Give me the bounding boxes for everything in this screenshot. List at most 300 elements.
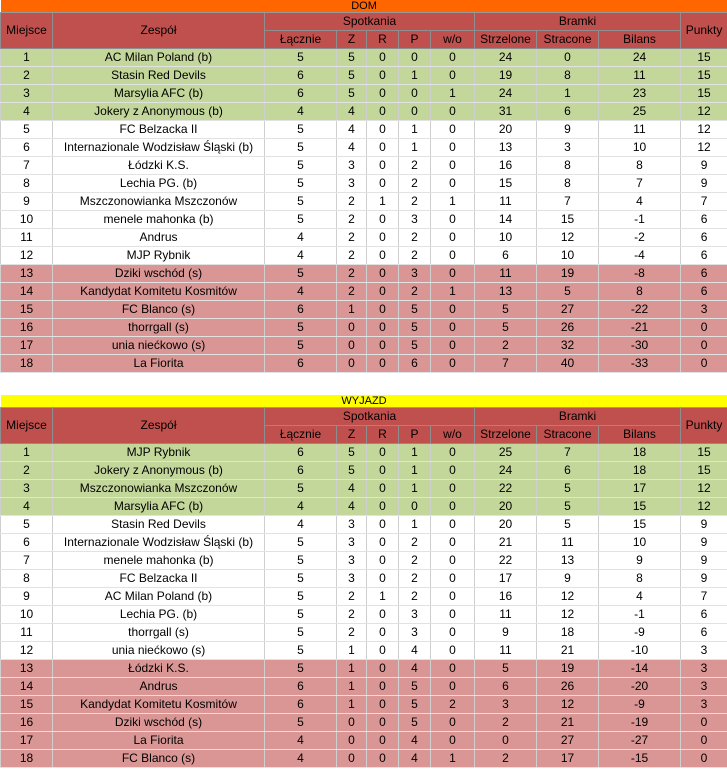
team-cell: AC Milan Poland (b) (53, 49, 265, 67)
goals-for-cell: 17 (475, 570, 537, 588)
walkover-cell: 0 (431, 444, 475, 462)
goal-diff-cell: 15 (599, 516, 681, 534)
table-row (1, 265, 727, 283)
goals-for-cell: 19 (475, 67, 537, 85)
goals-for-cell: 14 (475, 211, 537, 229)
table-title-row (1, 0, 727, 13)
wins-cell: 0 (337, 337, 367, 355)
team-cell: MJP Rybnik (53, 247, 265, 265)
points-cell: 7 (681, 193, 727, 211)
played-cell: 4 (265, 103, 337, 121)
team-cell: Dziki wschód (s) (53, 714, 265, 732)
goal-diff-cell: 9 (599, 552, 681, 570)
team-cell: Marsylia AFC (b) (53, 85, 265, 103)
goals-for-cell: 15 (475, 175, 537, 193)
played-cell: 5 (265, 193, 337, 211)
wins-cell: 5 (337, 49, 367, 67)
goals-for-cell: 22 (475, 480, 537, 498)
goals-against-cell: 27 (537, 301, 599, 319)
losses-cell: 5 (399, 678, 431, 696)
points-cell: 6 (681, 606, 727, 624)
walkover-cell: 1 (431, 283, 475, 301)
walkover-cell: 0 (431, 337, 475, 355)
wins-cell: 2 (337, 265, 367, 283)
table-row (1, 606, 727, 624)
wins-cell: 2 (337, 193, 367, 211)
points-cell: 9 (681, 175, 727, 193)
team-cell: unia niećkowo (s) (53, 337, 265, 355)
header-row-top (1, 408, 727, 426)
goal-diff-cell: 11 (599, 67, 681, 85)
wins-cell: 0 (337, 732, 367, 750)
position-cell: 4 (1, 498, 53, 516)
table-row (1, 49, 727, 67)
losses-cell: 2 (399, 229, 431, 247)
walkover-cell: 0 (431, 624, 475, 642)
walkover-cell: 0 (431, 678, 475, 696)
wins-cell: 5 (337, 444, 367, 462)
goal-diff-cell: -15 (599, 750, 681, 768)
draws-cell: 0 (367, 229, 399, 247)
walkover-cell: 0 (431, 355, 475, 373)
goals-for-cell: 3 (475, 696, 537, 714)
table-row (1, 624, 727, 642)
losses-cell: 2 (399, 193, 431, 211)
goals-for-cell: 2 (475, 750, 537, 768)
team-cell: Mszczonowianka Mszczonów (53, 480, 265, 498)
losses-cell: 0 (399, 498, 431, 516)
table-row (1, 319, 727, 337)
wins-cell: 0 (337, 319, 367, 337)
goals-against-cell: 19 (537, 660, 599, 678)
team-cell: Jokery z Anonymous (b) (53, 462, 265, 480)
played-cell: 4 (265, 229, 337, 247)
goals-for-cell: 13 (475, 283, 537, 301)
points-cell: 0 (681, 337, 727, 355)
draws-cell: 0 (367, 714, 399, 732)
goal-diff-cell: 4 (599, 193, 681, 211)
draws-cell: 0 (367, 67, 399, 85)
losses-cell: 2 (399, 175, 431, 193)
losses-cell: 2 (399, 247, 431, 265)
goals-against-cell: 26 (537, 678, 599, 696)
played-cell: 4 (265, 247, 337, 265)
points-cell: 9 (681, 534, 727, 552)
draws-cell: 0 (367, 121, 399, 139)
goals-for-cell: 11 (475, 642, 537, 660)
points-cell: 0 (681, 714, 727, 732)
goal-diff-cell: 8 (599, 283, 681, 301)
goal-diff-cell: 8 (599, 157, 681, 175)
position-cell: 14 (1, 283, 53, 301)
points-cell: 0 (681, 355, 727, 373)
losses-cell: 1 (399, 480, 431, 498)
goal-diff-cell: 4 (599, 588, 681, 606)
walkover-cell: 0 (431, 265, 475, 283)
team-cell: menele mahonka (b) (53, 552, 265, 570)
table-row (1, 67, 727, 85)
team-cell: menele mahonka (b) (53, 211, 265, 229)
wins-cell: 4 (337, 121, 367, 139)
header-stracone: Stracone (537, 31, 599, 49)
goals-for-cell: 6 (475, 678, 537, 696)
goals-against-cell: 8 (537, 175, 599, 193)
goals-against-cell: 5 (537, 480, 599, 498)
draws-cell: 1 (367, 193, 399, 211)
header-p: P (399, 31, 431, 49)
played-cell: 5 (265, 534, 337, 552)
header-lacznie: Łącznie (265, 426, 337, 444)
position-cell: 6 (1, 534, 53, 552)
goal-diff-cell: 24 (599, 49, 681, 67)
team-cell: thorrgall (s) (53, 624, 265, 642)
table-title: WYJAZD (1, 395, 727, 408)
goals-against-cell: 5 (537, 516, 599, 534)
losses-cell: 1 (399, 67, 431, 85)
goal-diff-cell: -9 (599, 624, 681, 642)
goal-diff-cell: 17 (599, 480, 681, 498)
position-cell: 3 (1, 85, 53, 103)
team-cell: Łódzki K.S. (53, 157, 265, 175)
draws-cell: 0 (367, 319, 399, 337)
draws-cell: 0 (367, 606, 399, 624)
table-row (1, 175, 727, 193)
table-row (1, 660, 727, 678)
team-cell: unia niećkowo (s) (53, 642, 265, 660)
position-cell: 17 (1, 337, 53, 355)
table-row (1, 121, 727, 139)
losses-cell: 4 (399, 732, 431, 750)
team-cell: MJP Rybnik (53, 444, 265, 462)
draws-cell: 0 (367, 732, 399, 750)
position-cell: 7 (1, 157, 53, 175)
team-cell: Stasin Red Devils (53, 516, 265, 534)
played-cell: 6 (265, 67, 337, 85)
losses-cell: 2 (399, 283, 431, 301)
walkover-cell: 0 (431, 121, 475, 139)
header-p: P (399, 426, 431, 444)
played-cell: 5 (265, 588, 337, 606)
header-zespol: Zespół (53, 408, 265, 444)
draws-cell: 0 (367, 552, 399, 570)
position-cell: 7 (1, 552, 53, 570)
losses-cell: 1 (399, 462, 431, 480)
goals-against-cell: 12 (537, 229, 599, 247)
goal-diff-cell: 23 (599, 85, 681, 103)
draws-cell: 0 (367, 624, 399, 642)
walkover-cell: 0 (431, 49, 475, 67)
draws-cell: 0 (367, 642, 399, 660)
points-cell: 12 (681, 103, 727, 121)
points-cell: 3 (681, 660, 727, 678)
position-cell: 17 (1, 732, 53, 750)
wins-cell: 1 (337, 678, 367, 696)
draws-cell: 0 (367, 355, 399, 373)
position-cell: 15 (1, 696, 53, 714)
goal-diff-cell: -14 (599, 660, 681, 678)
walkover-cell: 0 (431, 319, 475, 337)
draws-cell: 0 (367, 85, 399, 103)
wins-cell: 3 (337, 570, 367, 588)
points-cell: 9 (681, 516, 727, 534)
goal-diff-cell: 10 (599, 534, 681, 552)
points-cell: 3 (681, 678, 727, 696)
goals-against-cell: 8 (537, 157, 599, 175)
team-cell: Internazionale Wodzisław Śląski (b) (53, 534, 265, 552)
walkover-cell: 0 (431, 606, 475, 624)
goal-diff-cell: 18 (599, 462, 681, 480)
draws-cell: 0 (367, 301, 399, 319)
draws-cell: 0 (367, 696, 399, 714)
table-row (1, 283, 727, 301)
goals-against-cell: 9 (537, 121, 599, 139)
team-cell: thorrgall (s) (53, 319, 265, 337)
points-cell: 15 (681, 67, 727, 85)
draws-cell: 0 (367, 660, 399, 678)
points-cell: 9 (681, 552, 727, 570)
header-r: R (367, 426, 399, 444)
goals-for-cell: 11 (475, 193, 537, 211)
losses-cell: 2 (399, 588, 431, 606)
wins-cell: 2 (337, 624, 367, 642)
points-cell: 15 (681, 49, 727, 67)
wins-cell: 1 (337, 301, 367, 319)
position-cell: 6 (1, 139, 53, 157)
team-cell: Andrus (53, 678, 265, 696)
played-cell: 5 (265, 121, 337, 139)
goals-for-cell: 13 (475, 139, 537, 157)
goals-against-cell: 9 (537, 570, 599, 588)
goals-against-cell: 12 (537, 588, 599, 606)
team-cell: La Fiorita (53, 355, 265, 373)
goal-diff-cell: -30 (599, 337, 681, 355)
points-cell: 12 (681, 139, 727, 157)
position-cell: 9 (1, 193, 53, 211)
header-strzelone: Strzelone (475, 31, 537, 49)
table-row (1, 588, 727, 606)
losses-cell: 3 (399, 624, 431, 642)
played-cell: 5 (265, 211, 337, 229)
losses-cell: 2 (399, 157, 431, 175)
header-spotkania: Spotkania (265, 13, 475, 31)
team-cell: FC Belzacka II (53, 121, 265, 139)
wins-cell: 5 (337, 462, 367, 480)
draws-cell: 0 (367, 570, 399, 588)
played-cell: 4 (265, 732, 337, 750)
table-row (1, 211, 727, 229)
table-row (1, 750, 727, 768)
goals-for-cell: 16 (475, 157, 537, 175)
goal-diff-cell: -4 (599, 247, 681, 265)
losses-cell: 2 (399, 552, 431, 570)
played-cell: 5 (265, 337, 337, 355)
goals-against-cell: 17 (537, 750, 599, 768)
walkover-cell: 0 (431, 462, 475, 480)
goal-diff-cell: 11 (599, 121, 681, 139)
position-cell: 11 (1, 624, 53, 642)
position-cell: 1 (1, 444, 53, 462)
draws-cell: 1 (367, 588, 399, 606)
team-cell: Kandydat Komitetu Kosmitów (53, 283, 265, 301)
walkover-cell: 1 (431, 85, 475, 103)
away-table (0, 395, 727, 768)
position-cell: 11 (1, 229, 53, 247)
table-row (1, 462, 727, 480)
walkover-cell: 0 (431, 552, 475, 570)
goals-against-cell: 0 (537, 49, 599, 67)
draws-cell: 0 (367, 678, 399, 696)
position-cell: 16 (1, 714, 53, 732)
draws-cell: 0 (367, 157, 399, 175)
team-cell: Andrus (53, 229, 265, 247)
position-cell: 3 (1, 480, 53, 498)
played-cell: 6 (265, 678, 337, 696)
position-cell: 9 (1, 588, 53, 606)
wins-cell: 2 (337, 229, 367, 247)
goals-against-cell: 10 (537, 247, 599, 265)
team-cell: FC Belzacka II (53, 570, 265, 588)
draws-cell: 0 (367, 534, 399, 552)
points-cell: 12 (681, 121, 727, 139)
position-cell: 1 (1, 49, 53, 67)
goals-for-cell: 10 (475, 229, 537, 247)
points-cell: 6 (681, 247, 727, 265)
played-cell: 6 (265, 696, 337, 714)
draws-cell: 0 (367, 337, 399, 355)
goals-for-cell: 11 (475, 265, 537, 283)
header-zespol: Zespół (53, 13, 265, 49)
home-table (0, 0, 727, 373)
header-stracone: Stracone (537, 426, 599, 444)
walkover-cell: 0 (431, 139, 475, 157)
goals-against-cell: 15 (537, 211, 599, 229)
team-cell: FC Blanco (s) (53, 301, 265, 319)
losses-cell: 1 (399, 139, 431, 157)
goal-diff-cell: -22 (599, 301, 681, 319)
wins-cell: 2 (337, 588, 367, 606)
goals-against-cell: 6 (537, 462, 599, 480)
goals-against-cell: 1 (537, 85, 599, 103)
table-row (1, 714, 727, 732)
goals-for-cell: 5 (475, 660, 537, 678)
table-row (1, 301, 727, 319)
table-row (1, 139, 727, 157)
position-cell: 8 (1, 570, 53, 588)
goal-diff-cell: 10 (599, 139, 681, 157)
team-cell: Lechia PG. (b) (53, 606, 265, 624)
goals-against-cell: 12 (537, 606, 599, 624)
losses-cell: 1 (399, 444, 431, 462)
walkover-cell: 0 (431, 516, 475, 534)
goals-against-cell: 18 (537, 624, 599, 642)
points-cell: 15 (681, 444, 727, 462)
points-cell: 6 (681, 229, 727, 247)
header-z: Z (337, 426, 367, 444)
losses-cell: 4 (399, 660, 431, 678)
walkover-cell: 0 (431, 175, 475, 193)
position-cell: 13 (1, 265, 53, 283)
team-cell: FC Blanco (s) (53, 750, 265, 768)
draws-cell: 0 (367, 265, 399, 283)
wins-cell: 4 (337, 139, 367, 157)
goal-diff-cell: 8 (599, 570, 681, 588)
table-spacer (0, 373, 727, 395)
goal-diff-cell: -21 (599, 319, 681, 337)
walkover-cell: 0 (431, 732, 475, 750)
points-cell: 3 (681, 696, 727, 714)
table-row (1, 516, 727, 534)
goals-for-cell: 22 (475, 552, 537, 570)
goal-diff-cell: -27 (599, 732, 681, 750)
walkover-cell: 0 (431, 103, 475, 121)
points-cell: 6 (681, 624, 727, 642)
position-cell: 2 (1, 462, 53, 480)
points-cell: 7 (681, 588, 727, 606)
table-row (1, 355, 727, 373)
header-row-top (1, 13, 727, 31)
losses-cell: 5 (399, 301, 431, 319)
goals-for-cell: 6 (475, 247, 537, 265)
goals-for-cell: 2 (475, 714, 537, 732)
team-cell: Lechia PG. (b) (53, 175, 265, 193)
team-cell: Kandydat Komitetu Kosmitów (53, 696, 265, 714)
losses-cell: 0 (399, 49, 431, 67)
played-cell: 4 (265, 283, 337, 301)
points-cell: 9 (681, 157, 727, 175)
losses-cell: 5 (399, 714, 431, 732)
played-cell: 6 (265, 462, 337, 480)
goals-against-cell: 21 (537, 714, 599, 732)
goals-against-cell: 32 (537, 337, 599, 355)
played-cell: 5 (265, 624, 337, 642)
goals-for-cell: 11 (475, 606, 537, 624)
goal-diff-cell: 15 (599, 498, 681, 516)
table-row (1, 193, 727, 211)
losses-cell: 0 (399, 103, 431, 121)
goals-for-cell: 5 (475, 319, 537, 337)
goals-for-cell: 20 (475, 121, 537, 139)
goals-for-cell: 24 (475, 49, 537, 67)
goals-against-cell: 3 (537, 139, 599, 157)
header-punkty: Punkty (681, 13, 727, 49)
goal-diff-cell: 25 (599, 103, 681, 121)
header-strzelone: Strzelone (475, 426, 537, 444)
table-row (1, 444, 727, 462)
walkover-cell: 0 (431, 67, 475, 85)
position-cell: 13 (1, 660, 53, 678)
team-cell: Marsylia AFC (b) (53, 498, 265, 516)
losses-cell: 4 (399, 750, 431, 768)
walkover-cell: 0 (431, 211, 475, 229)
goal-diff-cell: 18 (599, 444, 681, 462)
table-row (1, 103, 727, 121)
draws-cell: 0 (367, 498, 399, 516)
played-cell: 5 (265, 606, 337, 624)
points-cell: 6 (681, 265, 727, 283)
wins-cell: 2 (337, 247, 367, 265)
losses-cell: 2 (399, 534, 431, 552)
draws-cell: 0 (367, 462, 399, 480)
goals-for-cell: 7 (475, 355, 537, 373)
table-row (1, 570, 727, 588)
header-bramki: Bramki (475, 408, 681, 426)
goals-against-cell: 5 (537, 283, 599, 301)
wins-cell: 4 (337, 103, 367, 121)
table-row (1, 552, 727, 570)
played-cell: 5 (265, 642, 337, 660)
goals-for-cell: 9 (475, 624, 537, 642)
goal-diff-cell: -9 (599, 696, 681, 714)
